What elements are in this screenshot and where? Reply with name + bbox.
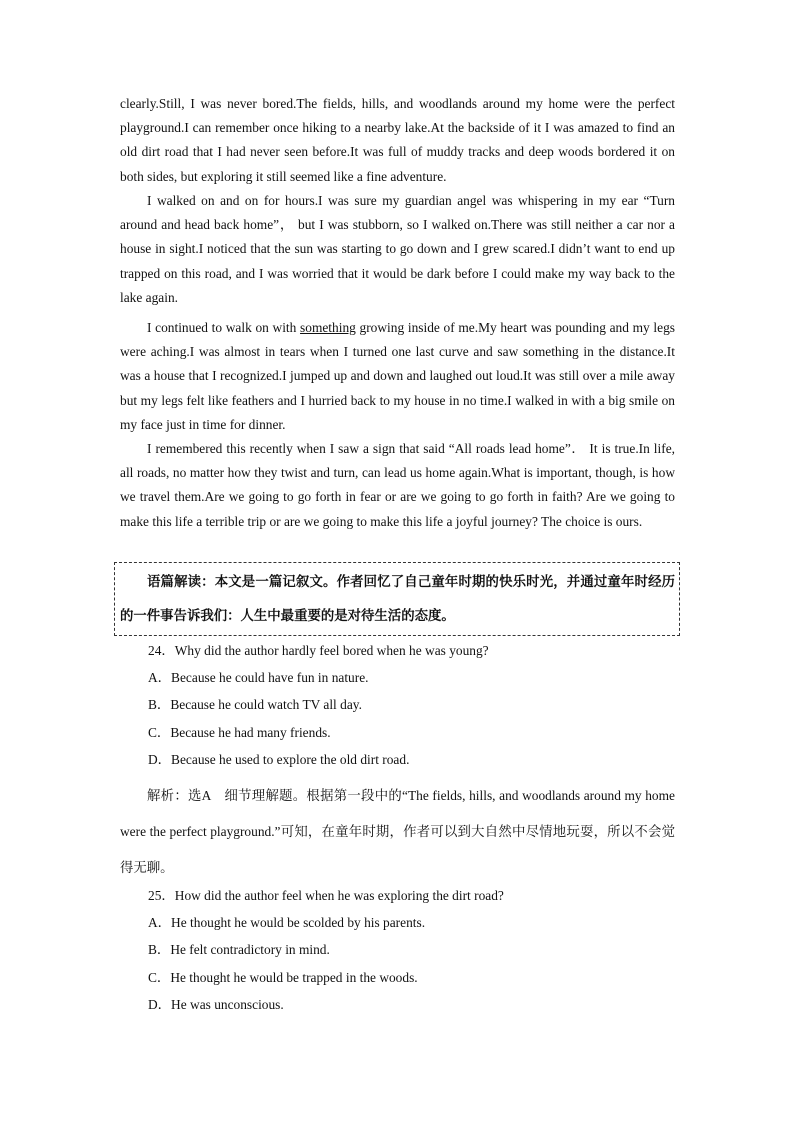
q25-option-c: C．He thought he would be trapped in the woods.: [148, 970, 418, 985]
q25-option-a: A．He thought he would be scolded by his parents.: [148, 915, 426, 930]
passage-paragraph-4: [120, 437, 675, 534]
paragraph-3-text-end: growing inside of me.My heart was pounding and my legs were aching.I was almost in tears when I turned one last curve and saw something in the distance.It was a house that I recognized.I jumped up and down and laughed out loud.It was still over a mile away but my legs felt like feathers and I hurried back to my house in no time.I walked in with a big smile on my face just in time for dinner.: [120, 320, 675, 432]
question-25: 25．How did the author feel when he was exploring the dirt road?: [148, 888, 504, 903]
paragraph-3-text-start: I continued to walk on with: [147, 320, 301, 335]
q24-option-b: B．Because he could watch TV all day.: [148, 697, 362, 712]
q24-option-d: D．Because he used to explore the old dirt road.: [148, 752, 410, 767]
q25-option-b: B．He felt contradictory in mind.: [148, 942, 330, 957]
paragraph-1-text: clearly.Still, I was never bored.The fields, hills, and woodlands around my home were the perfect playground.I can remember once hiking to a nearby lake.At the backside of it I was amazed to find an old dirt road that I had never seen before.It was full of muddy tracks and deep woods bordered it on both sides, but exploring it still seemed like a fine adventure.: [120, 96, 675, 184]
passage-paragraph-1: [120, 92, 675, 189]
reading-note-text: 语篇解读：本文是一篇记叙文。作者回忆了自己童年时期的快乐时光，并通过童年时经历的一件事告诉我们：人生中最重要的是对待生活的态度。: [120, 575, 675, 624]
passage-paragraph-2: [120, 189, 675, 310]
q24-option-a: A．Because he could have fun in nature.: [148, 670, 369, 685]
q25-option-d: D．He was unconscious.: [148, 997, 284, 1012]
underlined-word: something: [300, 320, 356, 335]
q24-option-c: C．Because he had many friends.: [148, 725, 331, 740]
passage-paragraph-3: [120, 316, 675, 437]
question-24: 24．Why did the author hardly feel bored when he was young?: [148, 643, 489, 658]
q24-analysis: 解析：选A 细节理解题。根据第一段中的“The fields, hills, and woodlands around my home were the perfect playground.”可知，在童年时期，作者可以到大自然中尽情地玩耍，所以不会觉得无聊。: [120, 788, 675, 875]
paragraph-4-text: I remembered this recently when I saw a sign that said “All roads lead home”． It is true.In life, all roads, no matter how they twist and turn, can lead us home again.What is important, though, is how we travel them.Are we going to go forth in fear or are we going to go forth in faith? Are we going to make this life a terrible trip or are we going to make this life a joyful journey? The choice is ours.: [120, 441, 675, 529]
paragraph-2-text: I walked on and on for hours.I was sure my guardian angel was whispering in my ear “Turn around and head back home”， but I was stubborn, so I walked on.There was still neither a car nor a house in sight.I noticed that the sun was starting to go down and I grew scared.I didn’t want to end up trapped on this road, and I was worried that it would be dark before I could make my way back to the lake again.: [120, 193, 675, 305]
